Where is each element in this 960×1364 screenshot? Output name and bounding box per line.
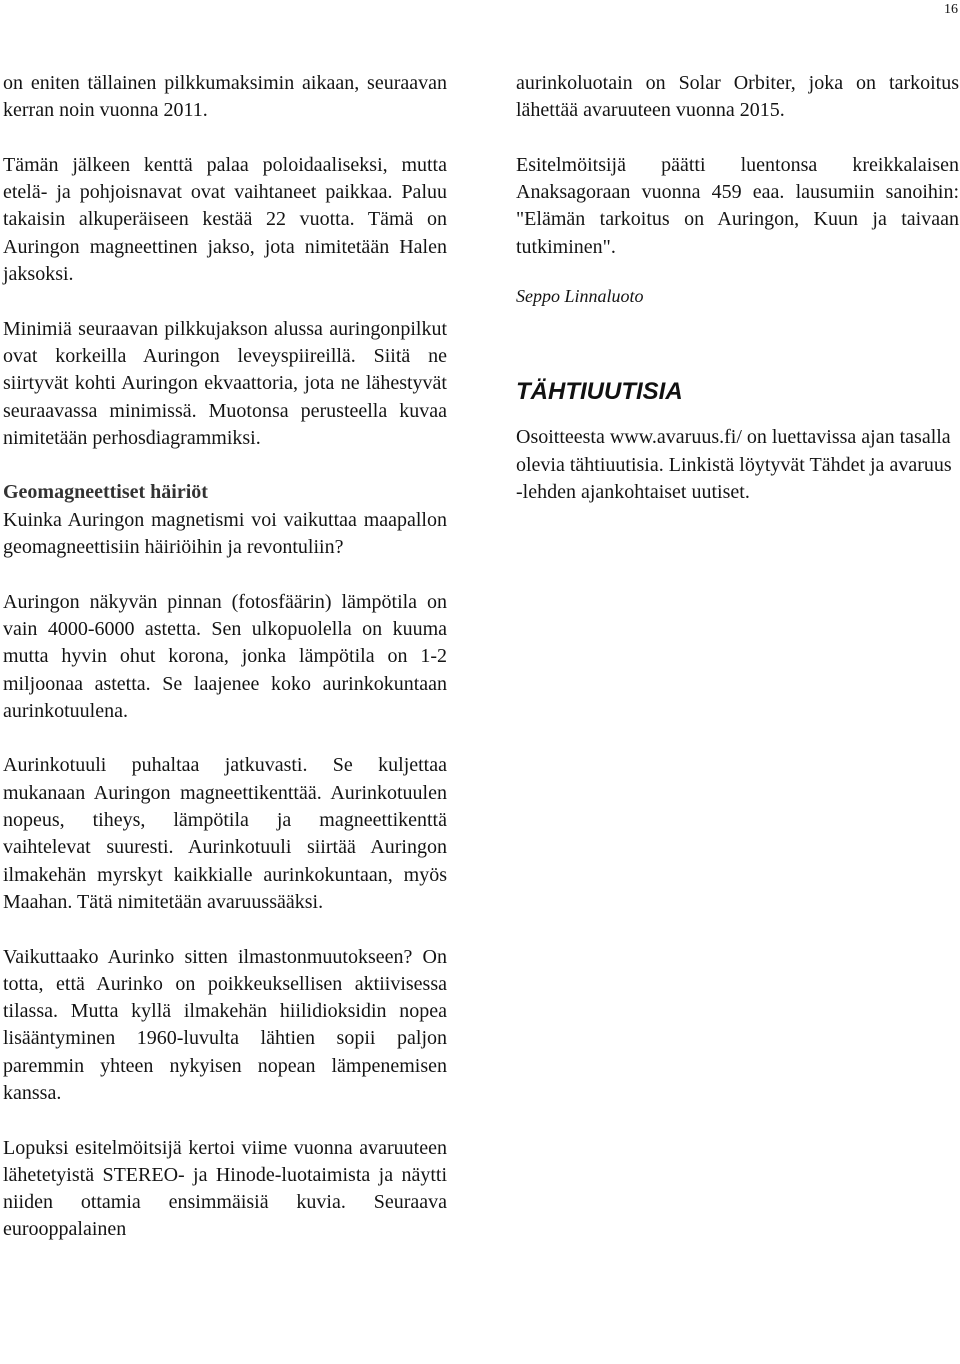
paragraph: Vaikuttaako Aurinko sitten ilmastonmuutokseen? On totta, että Aurinko on poikkeuksellisen aktiivisessa tilassa. Mutta kyllä ilmakehän hiilidioksidin nopea lisääntyminen 1960-luvulta lähtien sopii paljon paremmin yhteen nykyisen nopean lämpenemisen kanssa. <box>3 945 447 1104</box>
paragraph: Esitelmöitsijä päätti luentonsa kreikkalaisen Anaksagoraan vuonna 459 eaa. lausumiin sanoihin: "Elämän tarkoitus on Auringon, Kuun ja taivaan tutkiminen". <box>516 153 959 258</box>
right-column <box>516 70 959 506</box>
left-column <box>3 70 447 1244</box>
paragraph: Tämän jälkeen kenttä palaa poloidaaliseksi, mutta etelä- ja pohjoisnavat ovat vaihtaneet paikkaa. Paluu takaisin alkuperäiseen kestää 22 vuotta. Tämä on Auringon magneettinen jakso, jota nimitetään Halen jaksoksi. <box>3 153 447 286</box>
news-heading: TÄHTIUUTISIA <box>516 378 683 406</box>
author-name: Seppo Linnaluoto <box>516 286 644 307</box>
section-heading: Geomagneettiset häiriöt <box>3 481 208 504</box>
paragraph: aurinkoluotain on Solar Orbiter, joka on tarkoitus lähettää avaruuteen vuonna 2015. <box>516 72 959 122</box>
news-body: Osoitteesta www.avaruus.fi/ on luettavissa ajan tasalla olevia tähtiuutisia. Linkistä löytyvät Tähdet ja avaruus -lehden ajankohtaiset uutiset. <box>516 426 952 503</box>
section-intro: Kuinka Auringon magnetismi voi vaikuttaa maapallon geomagneettisiin häiriöihin ja revontuliin? <box>3 508 447 559</box>
page-number: 16 <box>944 2 958 17</box>
geomagnetic-section <box>3 479 447 561</box>
paragraph: Minimiä seuraavan pilkkujakson alussa auringonpilkut ovat korkeilla Auringon leveyspiireillä. Siitä ne siirtyvät kohti Auringon ekvaattoria, jota ne lähestyvät seuraavassa minimissä. Muotonsa perusteella kuvaa nimitetään perhosdiagrammiksi. <box>3 317 447 449</box>
paragraph: Aurinkotuuli puhaltaa jatkuvasti. Se kuljettaa mukanaan Auringon magneettikenttää. Aurinkotuulen nopeus, tiheys, lämpötila ja magneettikenttä vaihtelevat suuresti. Aurinkotuuli siirtää Auringon ilmakehän myrskyt kaikkialle aurinkokuntaan, myös Maahan. Tätä nimitetään avaruussääksi. <box>3 754 447 913</box>
paragraph: Auringon näkyvän pinnan (fotosfäärin) lämpötila on vain 4000-6000 astetta. Sen ulkopuolella on kuuma mutta hyvin ohut korona, jonka lämpötila on 1-2 miljoonaa astetta. Se laajenee koko aurinkokuntaan aurinkotuulena. <box>3 590 447 722</box>
paragraph: on eniten tällainen pilkkumaksimin aikaan, seuraavan kerran noin vuonna 2011. <box>3 72 447 122</box>
paragraph: Lopuksi esitelmöitsijä kertoi viime vuonna avaruuteen lähetetyistä STEREO- ja Hinode-luotaimista ja näytti niiden ottamia ensimmäisiä kuvia. Seuraava eurooppalainen <box>3 1136 447 1241</box>
